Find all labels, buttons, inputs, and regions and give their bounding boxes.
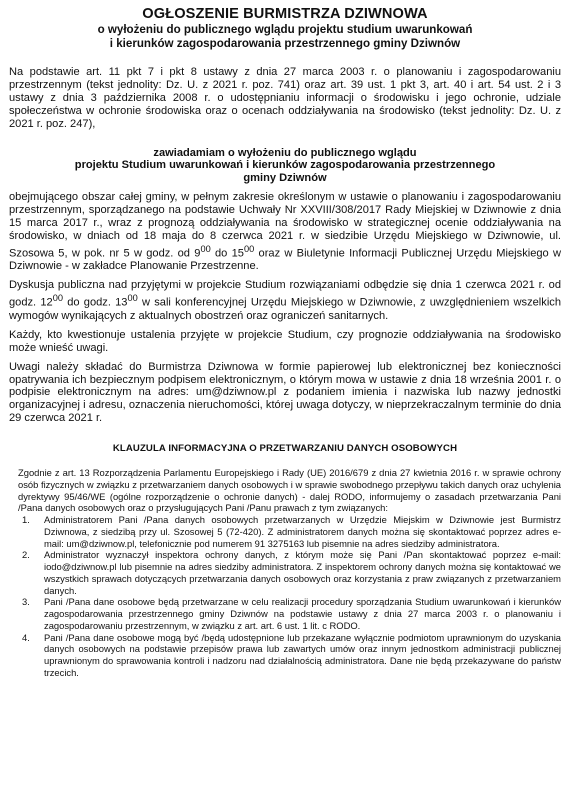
gdpr-clause-item bbox=[18, 514, 561, 549]
time-superscript: 00 bbox=[200, 243, 211, 254]
remarks-submission-paragraph: Uwagi należy składać do Burmistrza Dziwnowa w formie papierowej lub elektronicznej bez konieczności opatrywania ich bezpiecznym podpisem elektronicznym, o którym mowa w ustawie z dnia 18 września 2001 r. o podpisie elektronicznym na adres: um@dziwnow.pl z podaniem imienia i nazwiska lub nazwy jednostki organizacyjnej i adresu, oznaczenia nieruchomości, której uwaga dotyczy, w nieprzekraczalnym terminie do dnia 29 czerwca 2021 r. bbox=[9, 360, 561, 425]
notice-heading bbox=[9, 147, 561, 186]
gdpr-clause-item-number: 4. bbox=[22, 631, 30, 643]
gdpr-clause-item bbox=[18, 549, 561, 596]
gdpr-clause-item-text: Administratorem Pani /Pana danych osobowych przetwarzanych w Urzędzie Miejskim w Dziwnowie jest Burmistrz Dziwnowa, z siedzibą przy ul. Szosowej 5 (72-420). Z administratorem danych można się skontaktować poprzez adres e-mail: um@dziwnow.pl, telefonicznie pod numerem 91 3275163 lub pisemnie na adres siedziby administratora. bbox=[44, 514, 561, 549]
legal-basis-paragraph: Na podstawie art. 11 pkt 7 i pkt 8 ustawy z dnia 27 marca 2003 r. o planowaniu i zagospodarowaniu przestrzennym (tekst jednolity: Dz. U. z 2021 r. poz. 741) oraz art. 39 ust. 1 pkt 3, art. 40 i art. 54 ust. 2 i 3 ustawy z dnia 3 października 2008 r. o udostępnianiu informacji o środowisku i jego ochronie, udziale społeczeństwa w ochronie środowiska oraz o ocenach oddziaływania na środowisko (tekst jednolity: Dz. U. z 2021 r. poz. 247), bbox=[9, 66, 561, 130]
gdpr-clause-item-text: Pani /Pana dane osobowe będą przetwarzane w celu realizacji procedury sporządzania Studium uwarunkowań i kierunków zagospodarowania przestrzennego gminy Dziwnów na podstawie ustawy z dnia 27 marca 2003 r. o planowaniu i zagospodarowaniu przestrzennym, w związku z art. art. 6 ust. 1 lit. c RODO. bbox=[44, 596, 561, 631]
exhibition-text-part-1: obejmującego obszar całej gminy, w pełnym zakresie określonym w ustawie o planowaniu i zagospodarowaniu przestrzennym, sporządzanego na podstawie Uchwały Nr XXVIII/308/2017 Rady Miejskiej w Dziwnowie z dnia 15 marca 2017 r., wraz z prognozą oddziaływania na środowisko w strategicznej ocenie oddziaływania na środowisko, w dniach od 18 maja do 8 czerwca 2021 r. w siedzibie Urzędu Miejskiego w Dziwnowie, ul. Szosowa 5, w pok. nr 5 w godz. od 9 bbox=[9, 191, 561, 260]
exhibition-text-part-3: oraz w Biuletynie Informacji Publicznej Urzędu Miejskiego w Dziwnowie - w zakładce Planowanie Przestrzenne. bbox=[9, 247, 562, 273]
debate-text-part-3: w sali konferencyjnej Urzędu Miejskiego w Dziwnowie, z uwzględnieniem wszelkich wymogów wynikających z aktualnych obostrzeń oraz ograniczeń sanitarnych. bbox=[9, 296, 561, 322]
exhibition-details-paragraph bbox=[9, 191, 561, 273]
gdpr-clause-intro: Zgodnie z art. 13 Rozporządzenia Parlamentu Europejskiego i Rady (UE) 2016/679 z dnia 27 kwietnia 2016 r. w sprawie ochrony osób fizycznych w związku z przetwarzaniem danych osobowych i w sprawie swobodnego przepływu takich danych oraz uchylenia dyrektywy 95/46/WE (ogólne rozporządzenie o ochronie danych) - dalej RODO, informujemy o zasadach przetwarzania Pani /Pana danych osobowych oraz o przysługujących Pani /Panu prawach z tym związanych: bbox=[18, 467, 561, 514]
debate-text-part-2: do godz. 13 bbox=[63, 296, 128, 309]
gdpr-clause-list bbox=[18, 514, 561, 679]
time-superscript: 00 bbox=[127, 293, 138, 304]
gdpr-clause-item-text: Pani /Pana dane osobowe mogą być /będą udostępnione lub przekazane wyłącznie podmiotom uprawnionym do uzyskania danych osobowych na podstawie przepisów prawa lub zawartych umów oraz innym jednostkom administracji publicznej uprawnionym do sprawowania kontroli i nadzoru nad działalnością administratora. Dane nie będą przekazywane do państw trzecich. bbox=[44, 631, 561, 678]
gdpr-clause-title: KLAUZULA INFORMACYJNA O PRZETWARZANIU DANYCH OSOBOWYCH bbox=[112, 443, 458, 455]
gdpr-clause bbox=[9, 467, 561, 679]
gdpr-clause-item-number: 2. bbox=[22, 549, 30, 561]
notice-heading-line-1: zawiadamiam o wyłożeniu do publicznego wglądu bbox=[153, 146, 417, 159]
gdpr-clause-item bbox=[18, 596, 561, 631]
gdpr-clause-item-number: 1. bbox=[22, 514, 30, 526]
gdpr-clause-item bbox=[18, 632, 561, 679]
notice-heading-line-2: projektu Studium uwarunkowań i kierunków zagospodarowania przestrzennego bbox=[74, 159, 496, 172]
right-to-object-paragraph: Każdy, kto kwestionuje ustalenia przyjęte w projekcie Studium, czy prognozie oddziaływania na środowisko może wnieść uwagi. bbox=[9, 328, 561, 354]
time-superscript: 00 bbox=[243, 243, 255, 254]
time-superscript: 00 bbox=[52, 293, 63, 304]
gdpr-clause-item-text: Administrator wyznaczył inspektora ochrony danych, z którym może się Pani /Pan skontaktować poprzez e-mail: iodo@dziwnow.pl lub pisemnie na adres siedziby administratora. Z inspektorem ochrony danych można się kontaktować we wszystkich sprawach dotyczących przetwarzania danych osobowych oraz korzystania z praw związanych z przetwarzaniem danych. bbox=[44, 549, 561, 596]
notice-heading-line-3: gminy Dziwnów bbox=[243, 172, 327, 185]
exhibition-text-part-2: do 15 bbox=[210, 247, 244, 260]
announcement-subtitle-line-2: i kierunków zagospodarowania przestrzennego gminy Dziwnów bbox=[109, 37, 461, 50]
public-debate-paragraph bbox=[9, 279, 561, 322]
debate-text-part-1: Dyskusja publiczna nad przyjętymi w projekcie Studium rozwiązaniami odbędzie się dnia 1 czerwca 2021 r. od godz. 12 bbox=[9, 279, 561, 309]
announcement-title: OGŁOSZENIE BURMISTRZA DZIWNOWA bbox=[142, 6, 428, 22]
gdpr-clause-item-number: 3. bbox=[22, 596, 30, 608]
announcement-subtitle-line-1: o wyłożeniu do publicznego wglądu projektu studium uwarunkowań bbox=[97, 23, 473, 36]
